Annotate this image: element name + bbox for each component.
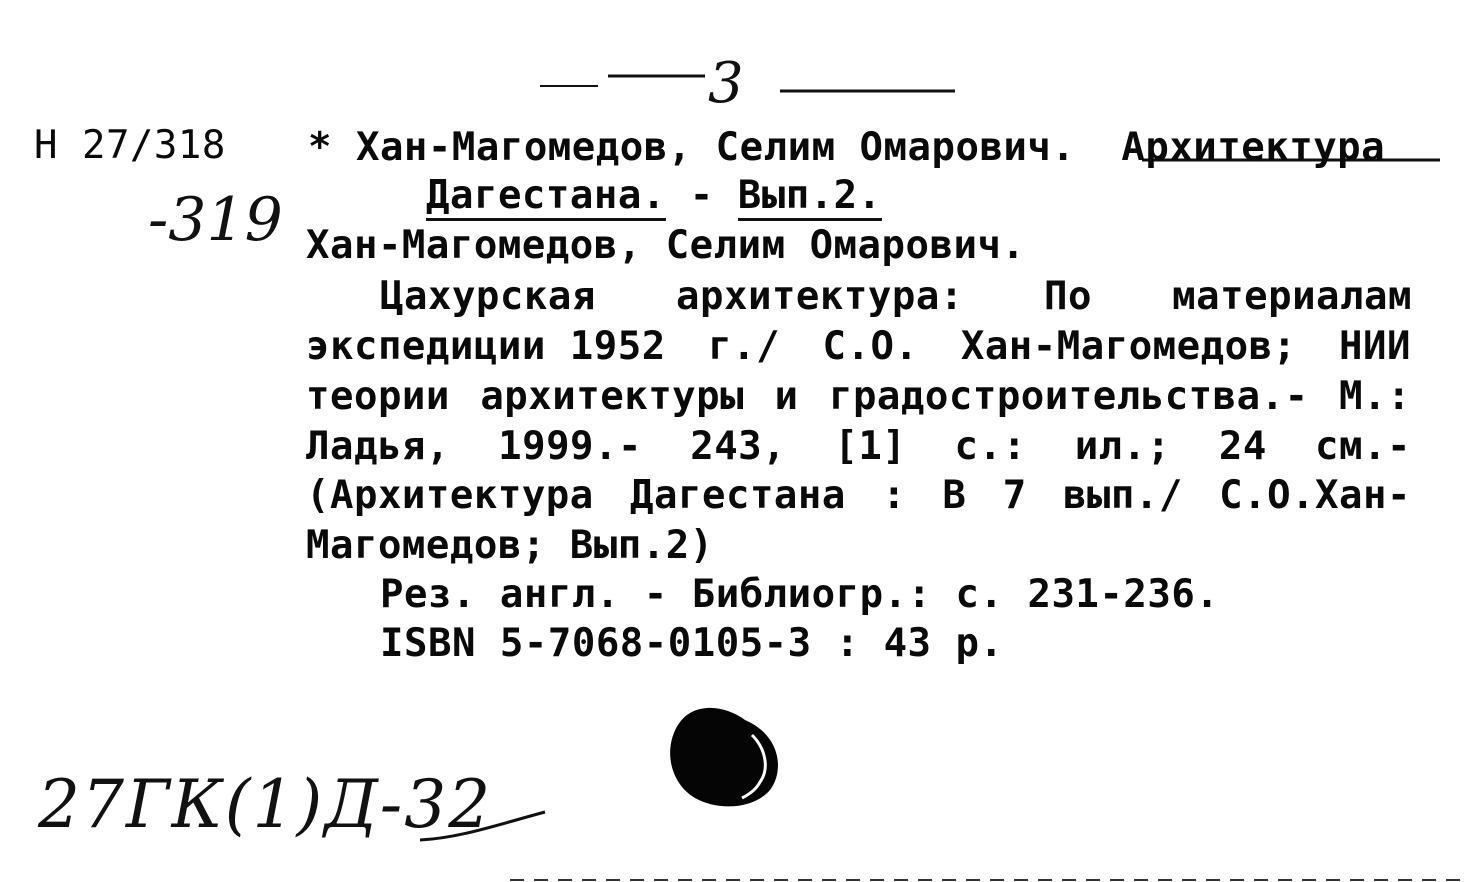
body-line-3: теории архитектуры и градостроительства.- М.: xyxy=(306,374,1411,419)
author-heading: Хан-Магомедов, Селим Омарович. xyxy=(306,223,1026,268)
punch-hole xyxy=(670,708,778,807)
shelf-mark-handwritten: -319 xyxy=(148,185,283,255)
body-line-1: Цахурская архитектура: По материалам xyxy=(380,274,1412,319)
header-star: * xyxy=(308,125,332,170)
header-series-title-cont: Дагестана. xyxy=(426,173,666,221)
header-author: Хан-Магомедов, Селим Омарович. xyxy=(355,125,1076,170)
body-line-4: Ладья, 1999.- 243, [1] с.: ил.; 24 см.- xyxy=(306,424,1411,469)
shelf-mark: Н 27/318 xyxy=(34,123,226,168)
header-dash: - xyxy=(689,173,714,218)
header-series-title: Архитектура xyxy=(1121,125,1386,170)
header-line-2 xyxy=(426,173,882,218)
header-issue: Вып.2. xyxy=(738,173,882,221)
note-line: Рез. англ. - Библиогр.: с. 231-236. xyxy=(380,572,1220,617)
page-mark: 3 xyxy=(708,51,744,116)
header-line xyxy=(308,125,1386,170)
body-line-6: Магомедов; Вып.2) xyxy=(306,523,714,568)
body-line-2: экспедиции 1952 г./ С.О. Хан-Магомедов; НИИ xyxy=(306,324,1411,369)
inventory-mark: 27ГК(1)Д-32 xyxy=(38,766,493,843)
isbn-line: ISBN 5-7068-0105-3 : 43 р. xyxy=(380,621,1004,666)
body-line-5: (Архитектура Дагестана : В 7 вып./ С.О.Хан- xyxy=(306,473,1411,518)
